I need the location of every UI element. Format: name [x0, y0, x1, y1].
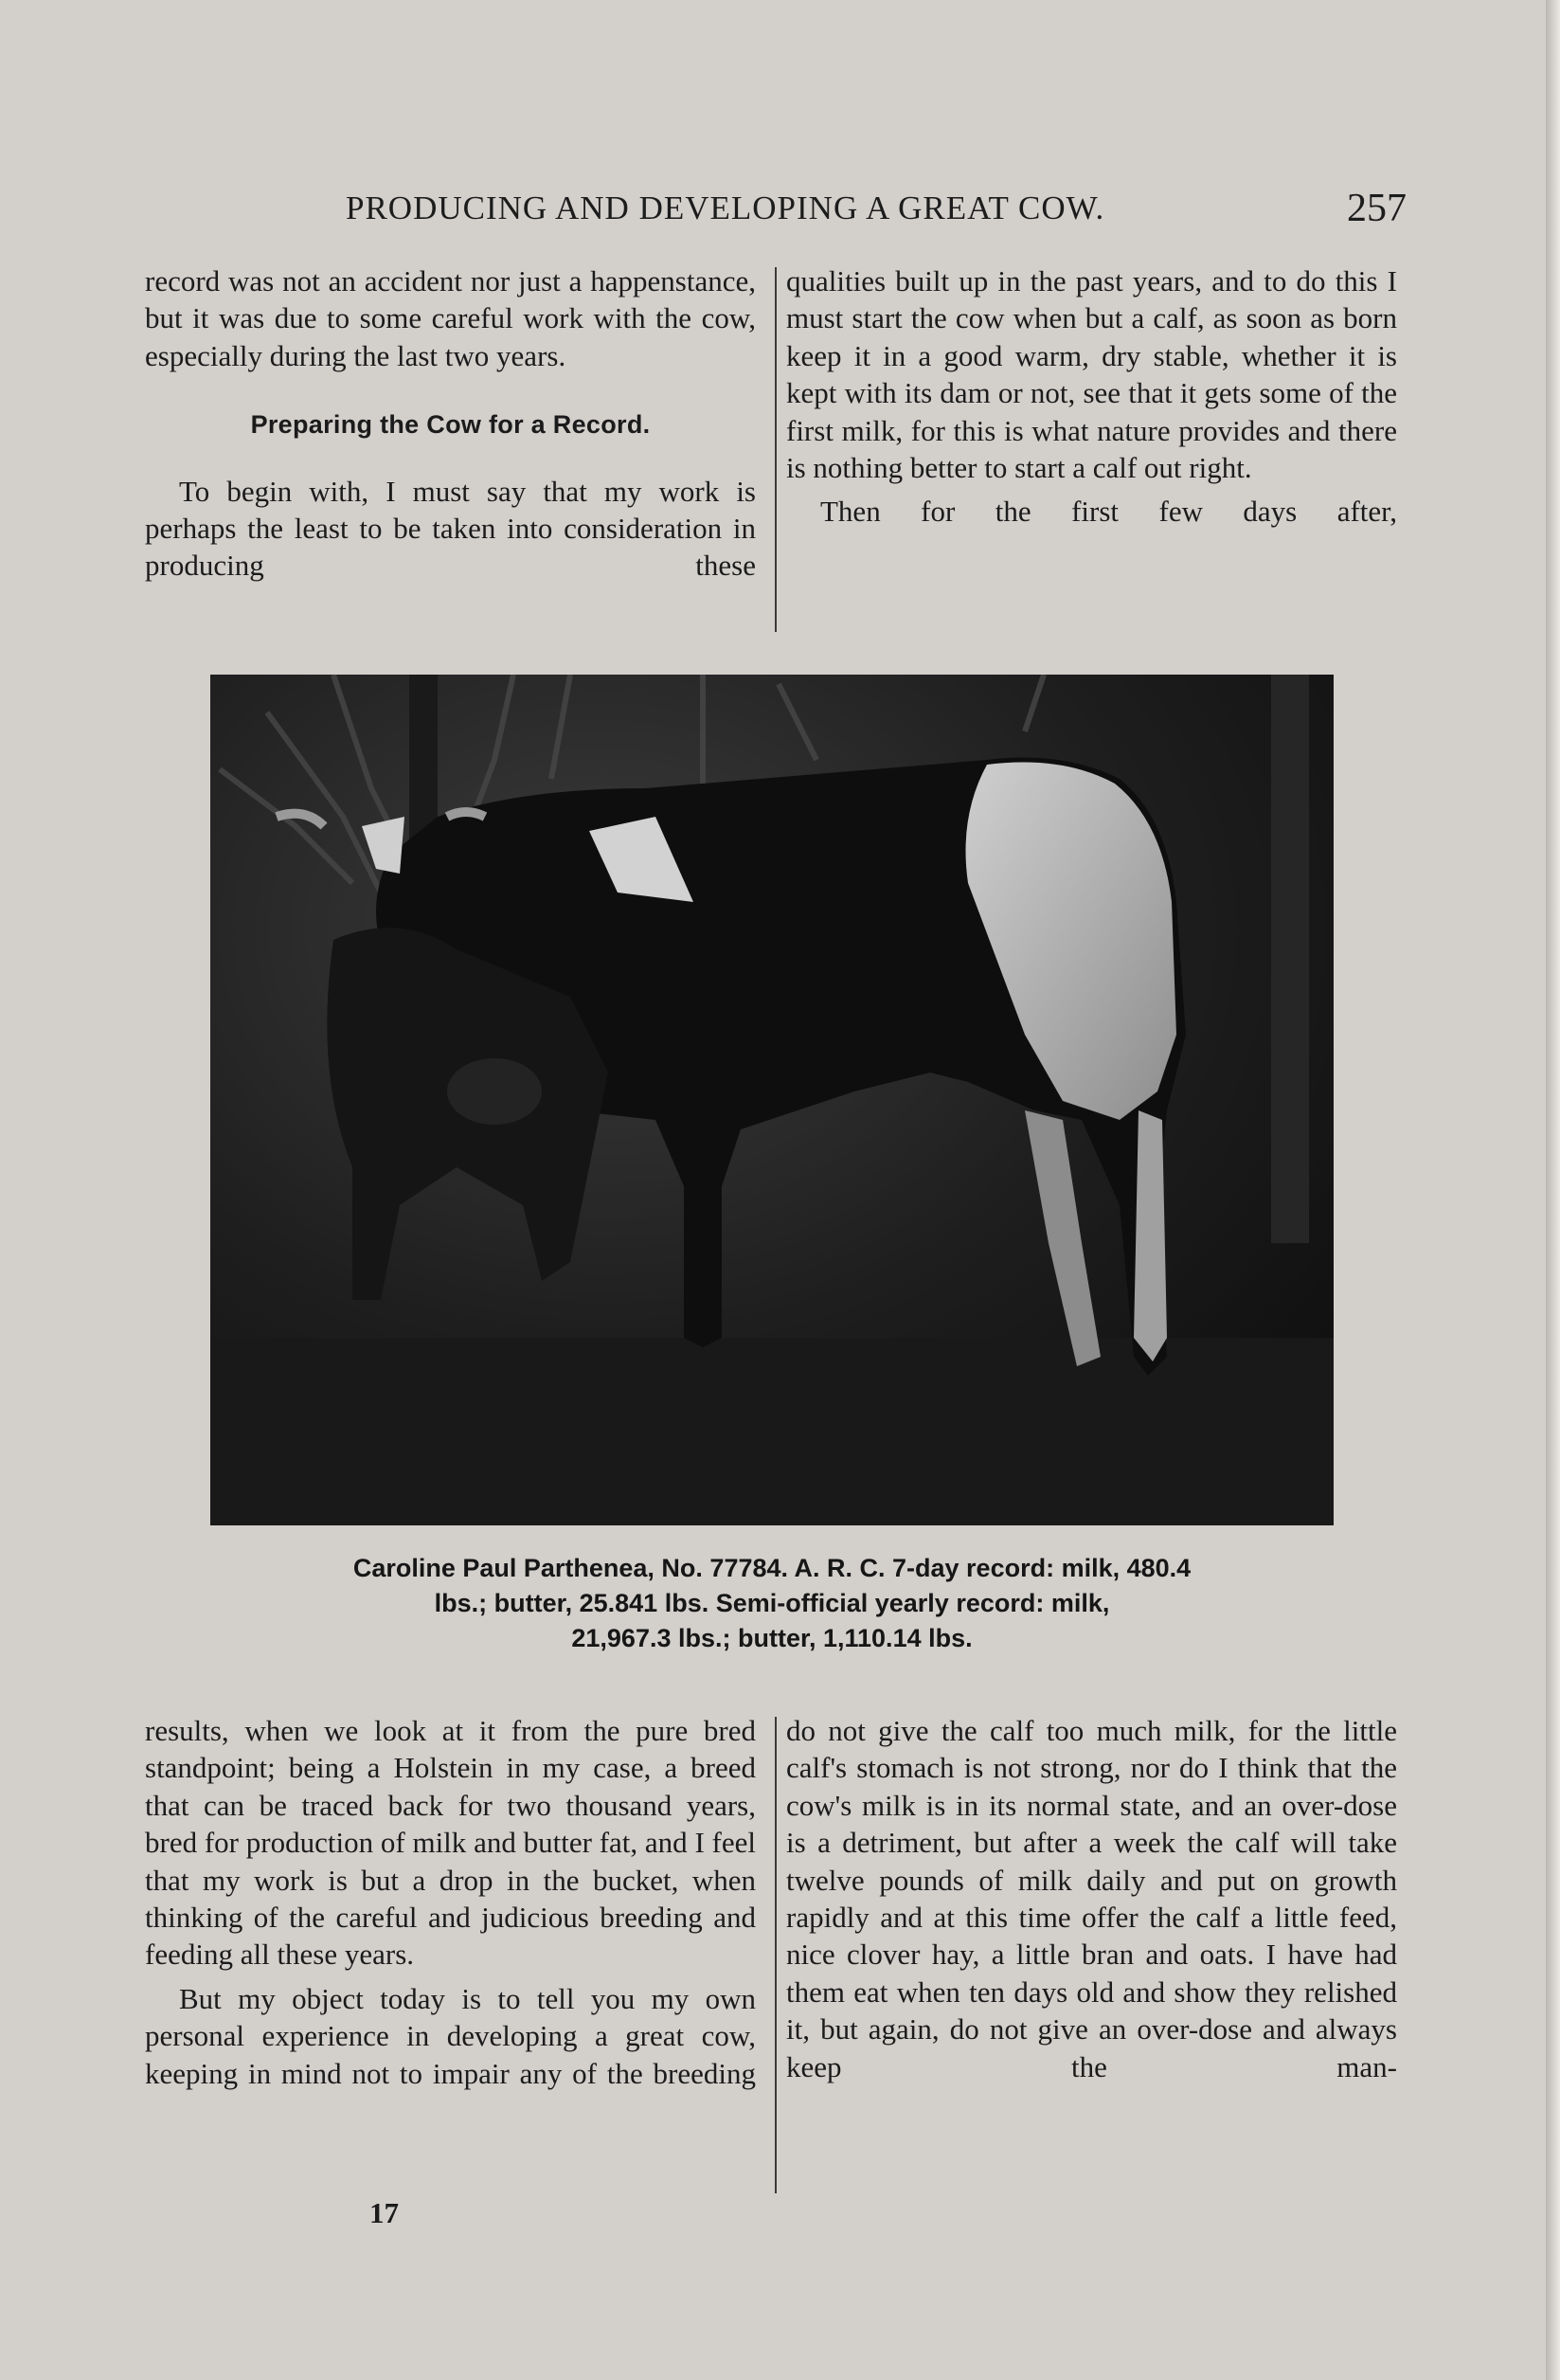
bottom-right-column [786, 1712, 1397, 2085]
figure-caption [142, 1551, 1402, 1656]
page-number: 257 [1347, 187, 1407, 230]
paragraph: do not give the calf too much milk, for the little calf's stomach is not strong, nor do I think that the cow's milk is in its normal state, and an over-dose is a detriment, but after a week the calf will take twelve pounds of milk daily and put on growth rapidly and at this time offer the calf a little feed, nice clover hay, a little bran and oats. I have had them eat when ten days old and show they relished it, but again, do not give an over-dose and always keep the man- [786, 1714, 1397, 2083]
bottom-left-column [145, 1712, 756, 2092]
section-subheading: Preparing the Cow for a Record. [250, 410, 651, 440]
top-right-column [786, 262, 1397, 531]
top-left-column [145, 262, 756, 585]
column-divider [775, 1717, 777, 2193]
paragraph: But my object today is to tell you my own personal experience in developing a great cow, keeping in mind not to impair any of the breeding [145, 1981, 756, 2090]
paragraph: qualities built up in the past years, and to do this I must start the cow when but a calf, as soon as born keep it in a good warm, dry stable, whether it is kept with its dam or not, see that it gets some of the first milk, for this is what nature provides and there is nothing better to start a calf out right. [786, 264, 1397, 485]
paragraph: To begin with, I must say that my work is perhaps the least to be taken into consideration in producing these [145, 474, 756, 583]
signature-mark: 17 [369, 2196, 399, 2229]
paragraph: Then for the first few days after, [820, 495, 1397, 529]
caption-line: 21,967.3 lbs.; butter, 1,110.14 lbs. [571, 1624, 973, 1652]
running-head: PRODUCING AND DEVELOPING A GREAT COW. [346, 189, 1105, 226]
page-edge [1546, 0, 1560, 2380]
page-header [346, 189, 1407, 246]
paragraph: record was not an accident nor just a happenstance, but it was due to some careful work with the cow, especially during the last two years. [145, 264, 756, 372]
cow-photograph [210, 675, 1334, 1525]
paragraph: results, when we look at it from the pure bred standpoint; being a Holstein in my case, a breed that can be traced back for two thousand years, bred for production of milk and butter fat, and I feel that my work is but a drop in the bucket, when thinking of the careful and judicious breeding and feeding all these years. [145, 1714, 756, 1972]
caption-line: lbs.; butter, 25.841 lbs. Semi-official yearly record: milk, [434, 1589, 1110, 1617]
caption-line: Caroline Paul Parthenea, No. 77784. A. R. C. 7-day record: milk, 480.4 [352, 1554, 1192, 1582]
column-divider [775, 267, 777, 632]
